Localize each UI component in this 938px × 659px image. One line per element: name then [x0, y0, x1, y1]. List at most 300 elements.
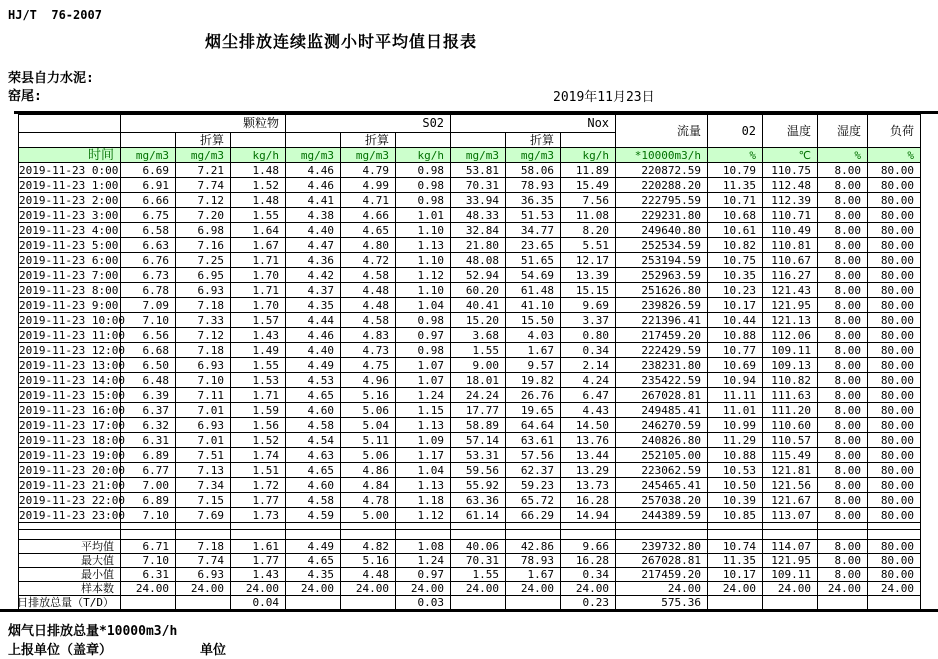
value-cell: [286, 523, 341, 530]
value-cell: 4.78: [341, 493, 396, 508]
value-cell: 10.50: [708, 478, 763, 493]
summary-label: 平均值: [19, 540, 121, 554]
value-cell: 80.00: [868, 388, 921, 403]
value-cell: [451, 530, 506, 540]
unit-header-so2-rate: kg/h: [396, 148, 451, 163]
value-cell: 4.75: [341, 358, 396, 373]
humidity-header: 湿度: [818, 115, 868, 148]
unit-header-so2: mg/m3: [286, 148, 341, 163]
table-row: [19, 403, 921, 418]
value-cell: 51.53: [506, 208, 561, 223]
value-cell: 1.55: [231, 208, 286, 223]
value-cell: 8.00: [818, 568, 868, 582]
value-cell: 8.00: [818, 418, 868, 433]
value-cell: 4.47: [286, 238, 341, 253]
value-cell: 6.73: [121, 268, 176, 283]
value-cell: 222429.59: [616, 343, 708, 358]
value-cell: 4.58: [286, 493, 341, 508]
value-cell: 80.00: [868, 478, 921, 493]
value-cell: 80.00: [868, 298, 921, 313]
value-cell: [451, 596, 506, 610]
converted-header-nox: 折算: [506, 133, 561, 148]
value-cell: 112.39: [763, 193, 818, 208]
value-cell: 7.51: [176, 448, 231, 463]
value-cell: 24.00: [763, 582, 818, 596]
value-cell: 267028.81: [616, 388, 708, 403]
value-cell: 6.56: [121, 328, 176, 343]
value-cell: 4.66: [341, 208, 396, 223]
value-cell: 55.92: [451, 478, 506, 493]
value-cell: 80.00: [868, 554, 921, 568]
value-cell: 252534.59: [616, 238, 708, 253]
value-cell: 7.10: [121, 508, 176, 523]
value-cell: 6.50: [121, 358, 176, 373]
value-cell: [121, 596, 176, 610]
value-cell: 11.35: [708, 554, 763, 568]
unit-header-nox-converted: mg/m3: [506, 148, 561, 163]
value-cell: 5.06: [341, 448, 396, 463]
value-cell: 217459.20: [616, 568, 708, 582]
value-cell: 80.00: [868, 373, 921, 388]
table-row: [19, 298, 921, 313]
value-cell: 6.89: [121, 493, 176, 508]
value-cell: 1.01: [396, 208, 451, 223]
value-cell: [176, 530, 231, 540]
value-cell: 4.86: [341, 463, 396, 478]
company-label: 荣县自力水泥:: [8, 71, 94, 86]
value-cell: 10.85: [708, 508, 763, 523]
value-cell: 24.00: [818, 582, 868, 596]
value-cell: 110.82: [763, 373, 818, 388]
value-cell: 8.00: [818, 253, 868, 268]
value-cell: 19.82: [506, 373, 561, 388]
value-cell: 251626.80: [616, 283, 708, 298]
value-cell: 63.61: [506, 433, 561, 448]
value-cell: 8.20: [561, 223, 616, 238]
converted-header-so2: 折算: [341, 133, 396, 148]
value-cell: 9.00: [451, 358, 506, 373]
value-cell: 0.97: [396, 328, 451, 343]
value-cell: 7.10: [121, 554, 176, 568]
unit-header-humidity: %: [818, 148, 868, 163]
value-cell: 8.00: [818, 223, 868, 238]
value-cell: 13.44: [561, 448, 616, 463]
value-cell: 80.00: [868, 193, 921, 208]
value-cell: 8.00: [818, 493, 868, 508]
value-cell: 3.37: [561, 313, 616, 328]
value-cell: 6.77: [121, 463, 176, 478]
value-cell: 23.65: [506, 238, 561, 253]
value-cell: [341, 530, 396, 540]
time-cell: 2019-11-23 11:00: [19, 328, 125, 342]
unit-header-load: %: [868, 148, 921, 163]
value-cell: 70.31: [451, 178, 506, 193]
value-cell: 18.01: [451, 373, 506, 388]
value-cell: 1.61: [231, 540, 286, 554]
value-cell: 7.12: [176, 328, 231, 343]
blank-cell: [121, 133, 176, 148]
value-cell: 249485.41: [616, 403, 708, 418]
value-cell: 7.33: [176, 313, 231, 328]
value-cell: 4.40: [286, 223, 341, 238]
value-cell: 78.93: [506, 178, 561, 193]
value-cell: 15.20: [451, 313, 506, 328]
value-cell: 4.80: [341, 238, 396, 253]
value-cell: 80.00: [868, 418, 921, 433]
value-cell: 1.71: [231, 253, 286, 268]
value-cell: 6.91: [121, 178, 176, 193]
unit-header-nox-rate: kg/h: [561, 148, 616, 163]
value-cell: [868, 596, 921, 610]
value-cell: 34.77: [506, 223, 561, 238]
value-cell: 7.56: [561, 193, 616, 208]
value-cell: 61.48: [506, 283, 561, 298]
value-cell: 116.27: [763, 268, 818, 283]
value-cell: 7.18: [176, 343, 231, 358]
value-cell: 1.72: [231, 478, 286, 493]
value-cell: 40.41: [451, 298, 506, 313]
value-cell: 4.43: [561, 403, 616, 418]
value-cell: 112.06: [763, 328, 818, 343]
table-row: [19, 433, 921, 448]
value-cell: 575.36: [616, 596, 708, 610]
summary-label: 最大值: [19, 554, 121, 568]
value-cell: 6.32: [121, 418, 176, 433]
unit-header-pm: mg/m3: [121, 148, 176, 163]
value-cell: 70.31: [451, 554, 506, 568]
value-cell: 6.71: [121, 540, 176, 554]
value-cell: 24.00: [561, 582, 616, 596]
table-row: [19, 268, 921, 283]
summary-label: 样本数: [19, 582, 121, 596]
value-cell: 65.72: [506, 493, 561, 508]
value-cell: 110.67: [763, 253, 818, 268]
value-cell: 15.15: [561, 283, 616, 298]
value-cell: 6.98: [176, 223, 231, 238]
value-cell: 15.49: [561, 178, 616, 193]
value-cell: [868, 530, 921, 540]
value-cell: 4.35: [286, 568, 341, 582]
value-cell: 239826.59: [616, 298, 708, 313]
value-cell: 10.23: [708, 283, 763, 298]
value-cell: 1.77: [231, 554, 286, 568]
value-cell: 1.74: [231, 448, 286, 463]
value-cell: 10.88: [708, 328, 763, 343]
value-cell: 8.00: [818, 163, 868, 178]
value-cell: 0.80: [561, 328, 616, 343]
time-cell: 2019-11-23 12:00: [19, 343, 125, 357]
value-cell: 111.20: [763, 403, 818, 418]
value-cell: 6.76: [121, 253, 176, 268]
value-cell: 1.08: [396, 540, 451, 554]
value-cell: 80.00: [868, 508, 921, 523]
value-cell: 6.75: [121, 208, 176, 223]
value-cell: 57.14: [451, 433, 506, 448]
value-cell: 223062.59: [616, 463, 708, 478]
value-cell: 5.06: [341, 403, 396, 418]
value-cell: 80.00: [868, 178, 921, 193]
unit-header-nox: mg/m3: [451, 148, 506, 163]
flue-gas-total-note: 烟气日排放总量*10000m3/h: [8, 624, 178, 639]
time-cell: 2019-11-23 16:00: [19, 403, 125, 417]
value-cell: 4.46: [286, 163, 341, 178]
value-cell: 1.10: [396, 283, 451, 298]
value-cell: 4.65: [286, 463, 341, 478]
value-cell: 24.00: [286, 582, 341, 596]
value-cell: 1.07: [396, 358, 451, 373]
value-cell: 4.41: [286, 193, 341, 208]
units-header-row: [19, 148, 921, 163]
value-cell: 26.76: [506, 388, 561, 403]
value-cell: 0.23: [561, 596, 616, 610]
value-cell: 8.00: [818, 554, 868, 568]
value-cell: [708, 530, 763, 540]
value-cell: 121.13: [763, 313, 818, 328]
value-cell: 4.42: [286, 268, 341, 283]
value-cell: 121.81: [763, 463, 818, 478]
value-cell: 1.67: [231, 238, 286, 253]
table-row: [19, 253, 921, 268]
value-cell: 60.20: [451, 283, 506, 298]
value-cell: 1.04: [396, 298, 451, 313]
value-cell: 4.84: [341, 478, 396, 493]
value-cell: [818, 596, 868, 610]
value-cell: 24.00: [231, 582, 286, 596]
value-cell: 252963.59: [616, 268, 708, 283]
value-cell: 41.10: [506, 298, 561, 313]
value-cell: 24.00: [708, 582, 763, 596]
table-row: [19, 238, 921, 253]
time-cell: 2019-11-23 20:00: [19, 463, 125, 477]
value-cell: 4.72: [341, 253, 396, 268]
value-cell: [121, 530, 176, 540]
summary-row: [19, 540, 921, 554]
value-cell: 0.34: [561, 343, 616, 358]
value-cell: 1.13: [396, 238, 451, 253]
value-cell: 1.43: [231, 328, 286, 343]
value-cell: 1.07: [396, 373, 451, 388]
value-cell: 10.53: [708, 463, 763, 478]
value-cell: 1.55: [451, 568, 506, 582]
value-cell: 4.99: [341, 178, 396, 193]
value-cell: 54.69: [506, 268, 561, 283]
time-header-spacer: [19, 115, 121, 133]
value-cell: 42.86: [506, 540, 561, 554]
value-cell: 1.09: [396, 433, 451, 448]
value-cell: 11.29: [708, 433, 763, 448]
value-cell: 5.04: [341, 418, 396, 433]
value-cell: [286, 596, 341, 610]
value-cell: 80.00: [868, 238, 921, 253]
unit-header-pm-rate: kg/h: [231, 148, 286, 163]
value-cell: 80.00: [868, 313, 921, 328]
value-cell: [708, 523, 763, 530]
value-cell: 80.00: [868, 208, 921, 223]
value-cell: 58.06: [506, 163, 561, 178]
value-cell: [341, 596, 396, 610]
time-header-spacer2: [19, 133, 121, 148]
value-cell: 32.84: [451, 223, 506, 238]
value-cell: 4.49: [286, 540, 341, 554]
time-cell: 2019-11-23 8:00: [19, 283, 121, 298]
value-cell: 24.24: [451, 388, 506, 403]
value-cell: 5.11: [341, 433, 396, 448]
value-cell: 2.14: [561, 358, 616, 373]
value-cell: 8.00: [818, 433, 868, 448]
standard-code: HJ/T 76-2007: [8, 8, 102, 22]
value-cell: 1.70: [231, 298, 286, 313]
value-cell: 0.98: [396, 193, 451, 208]
value-cell: 4.24: [561, 373, 616, 388]
value-cell: 6.58: [121, 223, 176, 238]
flow-header: 流量: [616, 115, 708, 148]
time-cell: 2019-11-23 5:00: [19, 238, 121, 253]
value-cell: 220288.20: [616, 178, 708, 193]
value-cell: [868, 523, 921, 530]
value-cell: 1.48: [231, 193, 286, 208]
value-cell: 4.65: [286, 554, 341, 568]
value-cell: 4.58: [341, 268, 396, 283]
value-cell: 24.00: [176, 582, 231, 596]
value-cell: 1.43: [231, 568, 286, 582]
value-cell: 121.67: [763, 493, 818, 508]
value-cell: 1.48: [231, 163, 286, 178]
value-cell: 109.13: [763, 358, 818, 373]
time-cell: 2019-11-23 18:00: [19, 433, 125, 447]
value-cell: 6.93: [176, 283, 231, 298]
value-cell: 6.48: [121, 373, 176, 388]
value-cell: 1.10: [396, 223, 451, 238]
value-cell: 6.69: [121, 163, 176, 178]
station-label: 窑尾:: [8, 89, 42, 104]
value-cell: 24.00: [121, 582, 176, 596]
value-cell: 80.00: [868, 463, 921, 478]
value-cell: 1.67: [506, 343, 561, 358]
value-cell: 8.00: [818, 540, 868, 554]
value-cell: 235422.59: [616, 373, 708, 388]
value-cell: 80.00: [868, 268, 921, 283]
value-cell: 36.35: [506, 193, 561, 208]
value-cell: 8.00: [818, 298, 868, 313]
value-cell: 1.52: [231, 433, 286, 448]
value-cell: 4.58: [341, 313, 396, 328]
value-cell: 0.98: [396, 313, 451, 328]
value-cell: 6.31: [121, 568, 176, 582]
value-cell: 257038.20: [616, 493, 708, 508]
value-cell: 4.96: [341, 373, 396, 388]
value-cell: 8.00: [818, 343, 868, 358]
time-cell: 2019-11-23 6:00: [19, 253, 121, 268]
value-cell: [341, 523, 396, 530]
value-cell: 10.17: [708, 568, 763, 582]
value-cell: 4.36: [286, 253, 341, 268]
load-header: 负荷: [868, 115, 921, 148]
value-cell: 8.00: [818, 388, 868, 403]
table-row: [19, 448, 921, 463]
value-cell: 13.73: [561, 478, 616, 493]
time-cell: 2019-11-23 2:00: [19, 193, 121, 208]
value-cell: 12.17: [561, 253, 616, 268]
value-cell: 7.11: [176, 388, 231, 403]
group-header-pm: 颗粒物: [121, 115, 286, 133]
value-cell: 6.37: [121, 403, 176, 418]
value-cell: 1.15: [396, 403, 451, 418]
value-cell: 114.07: [763, 540, 818, 554]
value-cell: 0.98: [396, 178, 451, 193]
blank-cell: [286, 133, 341, 148]
summary-row: [19, 554, 921, 568]
value-cell: 16.28: [561, 554, 616, 568]
value-cell: 5.51: [561, 238, 616, 253]
value-cell: 4.65: [341, 223, 396, 238]
value-cell: 10.71: [708, 193, 763, 208]
value-cell: 252105.00: [616, 448, 708, 463]
value-cell: 6.39: [121, 388, 176, 403]
value-cell: 24.00: [451, 582, 506, 596]
value-cell: 53.81: [451, 163, 506, 178]
value-cell: 110.60: [763, 418, 818, 433]
value-cell: 7.16: [176, 238, 231, 253]
value-cell: 24.00: [341, 582, 396, 596]
value-cell: 7.15: [176, 493, 231, 508]
value-cell: [818, 530, 868, 540]
time-cell: 2019-11-23 1:00: [19, 178, 121, 193]
value-cell: 7.10: [121, 313, 176, 328]
value-cell: 10.68: [708, 208, 763, 223]
value-cell: [708, 596, 763, 610]
value-cell: 24.00: [868, 582, 921, 596]
value-cell: 53.31: [451, 448, 506, 463]
table-row: [19, 358, 921, 373]
value-cell: 11.11: [708, 388, 763, 403]
value-cell: 80.00: [868, 493, 921, 508]
value-cell: 1.13: [396, 478, 451, 493]
table-row: [19, 463, 921, 478]
table-row: [19, 163, 921, 178]
value-cell: [451, 523, 506, 530]
table-row: [19, 223, 921, 238]
value-cell: 7.12: [176, 193, 231, 208]
value-cell: 110.81: [763, 238, 818, 253]
value-cell: 1.24: [396, 388, 451, 403]
table-row: [19, 373, 921, 388]
value-cell: 10.17: [708, 298, 763, 313]
value-cell: 109.11: [763, 343, 818, 358]
value-cell: 8.00: [818, 358, 868, 373]
value-cell: 78.93: [506, 554, 561, 568]
value-cell: 1.12: [396, 508, 451, 523]
table-row: [19, 193, 921, 208]
value-cell: 7.69: [176, 508, 231, 523]
value-cell: [286, 530, 341, 540]
blank-cell: [561, 133, 616, 148]
summary-row: [19, 568, 921, 582]
unit-header-temp: ℃: [763, 148, 818, 163]
value-cell: 80.00: [868, 223, 921, 238]
value-cell: 0.04: [231, 596, 286, 610]
value-cell: 59.23: [506, 478, 561, 493]
value-cell: 8.00: [818, 268, 868, 283]
report-table-body: [19, 163, 921, 610]
blank-cell: [451, 133, 506, 148]
value-cell: 9.57: [506, 358, 561, 373]
table-row: [19, 328, 921, 343]
time-cell: 2019-11-23 19:00: [19, 448, 125, 462]
value-cell: 7.74: [176, 178, 231, 193]
value-cell: 1.56: [231, 418, 286, 433]
value-cell: 4.38: [286, 208, 341, 223]
value-cell: 48.08: [451, 253, 506, 268]
